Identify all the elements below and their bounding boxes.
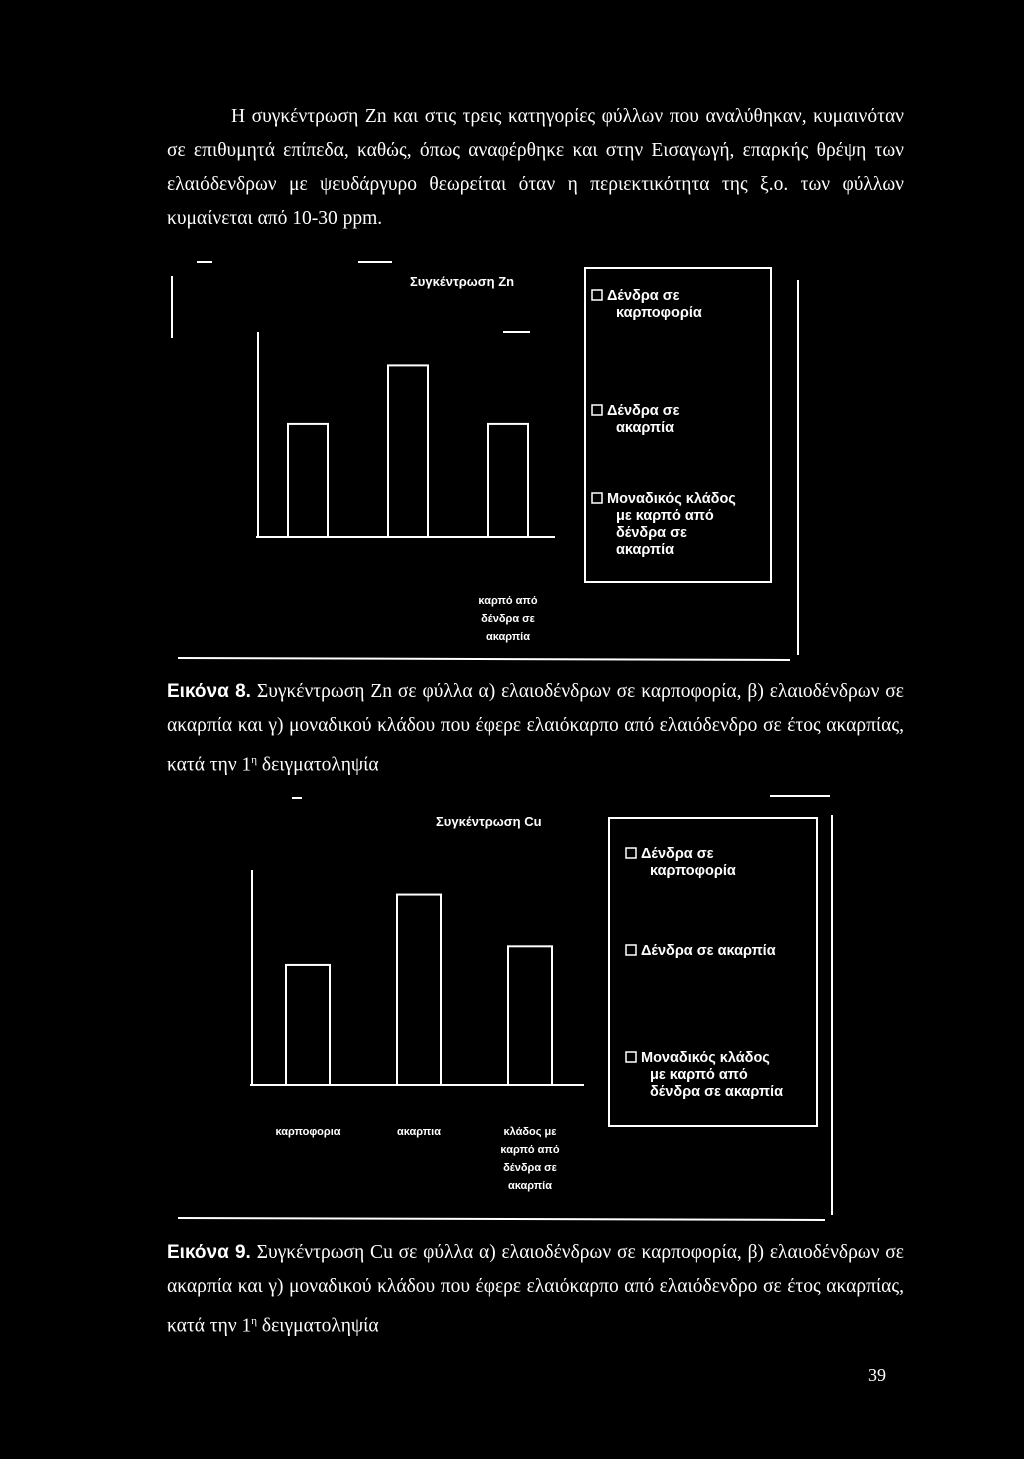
figure8-text-end: δειγματοληψία (257, 754, 379, 776)
zn-bar-2 (388, 365, 428, 537)
figure8-caption (167, 675, 904, 783)
cu-category-label-2: ακαρπια (396, 1126, 442, 1138)
cu-chart-title: Συγκέντρωση Cu (436, 814, 542, 829)
zn-legend-swatch-1 (592, 290, 602, 300)
cu-category-label-3: κλάδος με καρπό από δένδρα σε ακαρπία (500, 1126, 560, 1192)
zn-legend-swatch-2 (592, 405, 602, 415)
zn-legend-entry-3: Μοναδικός κλάδος με καρπό από δένδρα σε ακαρπία (607, 491, 736, 558)
zn-legend-entry-2: Δένδρα σε ακαρπία (607, 403, 680, 436)
figure9-text: Συγκέντρωση Cu σε φύλλα α) ελαιοδένδρων σε καρποφορία, β) ελαιοδένδρων σε ακαρπία και γ) μοναδικού κλάδου που έφερε ελαιόκαρπο από ελαιόδενδρο σε έτος ακαρπίας, κατά την 1 (167, 1242, 904, 1337)
page-number: 39 (868, 1365, 886, 1385)
zn-legend-swatch-3 (592, 493, 602, 503)
cu-category-label-1: καρποφορια (275, 1126, 341, 1138)
cu-legend-entry-3: Μοναδικός κλάδος με καρπό από δένδρα σε ακαρπία (641, 1050, 783, 1100)
cu-legend-entry-1: Δένδρα σε καρποφορία (641, 846, 736, 879)
zn-category-label-3: καρπό από δένδρα σε ακαρπία (478, 595, 538, 643)
zn-bar-1 (288, 424, 328, 537)
cu-legend-entry-2: Δένδρα σε ακαρπία (641, 943, 776, 959)
figure8-sup: η (251, 754, 258, 766)
zn-chart-title: Συγκέντρωση Zn (410, 274, 515, 289)
figure9-caption (167, 1236, 904, 1344)
figure9-sup: η (251, 1315, 258, 1327)
body-paragraph: Η συγκέντρωση Zn και στις τρεις κατηγορίες φύλλων που αναλύθηκαν, κυμαινόταν σε επιθυμητά επίπεδα, καθώς, όπως αναφέρθηκε και στην Εισαγωγή, επαρκής θρέψη των ελαιόδενδρων με ψευδάργυρο θεωρείται όταν η περιεκτικότητα της ξ.ο. των φύλλων κυμαίνεται από 10-30 ppm. (167, 106, 904, 229)
figure8-text: Συγκέντρωση Zn σε φύλλα α) ελαιοδένδρων σε καρποφορία, β) ελαιοδένδρων σε ακαρπία και γ) μοναδικού κλάδου που έφερε ελαιόκαρπο από ελαιόδενδρο σε έτος ακαρπίας, κατά την 1 (167, 681, 904, 776)
figure9-label: Εικόνα 9. (167, 1242, 251, 1263)
zn-legend-entry-1: Δένδρα σε καρποφορία (607, 288, 702, 321)
figure9-text-end: δειγματοληψία (257, 1315, 379, 1337)
figure8-label: Εικόνα 8. (167, 681, 251, 702)
zn-bar-3 (488, 424, 528, 537)
